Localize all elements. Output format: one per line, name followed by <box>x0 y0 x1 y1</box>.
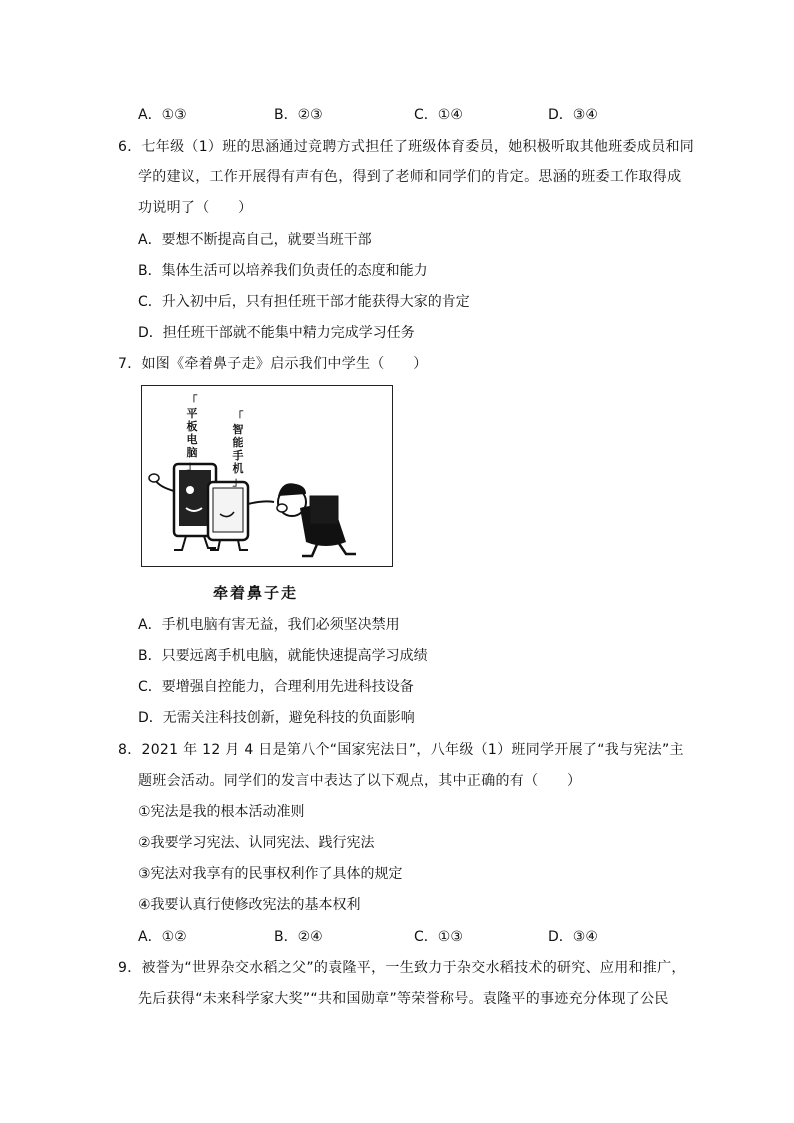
q5-option-a[interactable]: A．①③ <box>138 107 187 123</box>
q8-option-d[interactable]: D．③④ <box>548 929 598 945</box>
cartoon-figure <box>141 385 393 567</box>
q6-option-d[interactable]: D．担任班干部就不能集中精力完成学习任务 <box>138 325 415 341</box>
q8-option-c[interactable]: C．①③ <box>414 929 463 945</box>
q6-stem-line-2: 学的建议，工作开展得有声有色，得到了老师和同学们的肯定。思涵的班委工作取得成 <box>138 169 682 185</box>
q5-option-d[interactable]: D．③④ <box>548 107 598 123</box>
q8-stem-line-1: 8．2021 年 12 月 4 日是第八个“国家宪法日”，八年级（1）班同学开展了“我与宪法”主 <box>118 742 684 758</box>
q8-statement-3: ③宪法对我享有的民事权利作了具体的规定 <box>138 866 403 882</box>
q7-option-a[interactable]: A．手机电脑有害无益，我们必须坚决禁用 <box>138 617 400 633</box>
q8-options <box>138 926 698 946</box>
q6-stem-line-3: 功说明了（ ） <box>138 200 253 216</box>
q8-option-a[interactable]: A．①② <box>138 929 187 945</box>
q6-option-b[interactable]: B．集体生活可以培养我们负责任的态度和能力 <box>138 263 428 279</box>
label-tablet <box>186 394 198 472</box>
q9-stem-line-2: 先后获得“未来科学家大奖”“共和国勋章”等荣誉称号。袁隆平的事迹充分体现了公民 <box>138 991 669 1007</box>
q5-option-b[interactable]: B．②③ <box>274 107 323 123</box>
q7-option-d[interactable]: D．无需关注科技创新，避免科技的负面影响 <box>138 710 415 726</box>
q5-option-c[interactable]: C．①④ <box>414 107 463 123</box>
q8-statement-2: ②我要学习宪法、认同宪法、践行宪法 <box>138 835 375 851</box>
q6-option-a[interactable]: A．要想不断提高自己，就要当班干部 <box>138 232 372 248</box>
q8-statement-1: ①宪法是我的根本活动准则 <box>138 804 305 820</box>
q6-option-c[interactable]: C．升入初中后，只有担任班干部才能获得大家的肯定 <box>138 294 470 310</box>
q8-statement-4: ④我要认真行使修改宪法的基本权利 <box>138 897 361 913</box>
label-phone-text: 「 智 能 手 机 」 <box>232 410 244 488</box>
q7-stem: 7．如图《牵着鼻子走》启示我们中学生（ ） <box>118 356 428 372</box>
q8-stem-line-2: 题班会活动。同学们的发言中表达了以下观点，其中正确的有（ ） <box>138 773 582 789</box>
q8-option-b[interactable]: B．②④ <box>274 929 323 945</box>
label-phone <box>232 410 244 488</box>
cartoon-illustration <box>142 386 392 566</box>
q7-option-b[interactable]: B．只要远离手机电脑，就能快速提高学习成绩 <box>138 648 428 664</box>
q7-option-c[interactable]: C．要增强自控能力，合理利用先进科技设备 <box>138 679 414 695</box>
cartoon-caption: 牵着鼻子走 <box>213 584 299 602</box>
q9-stem-line-1: 9．被誉为“世界杂交水稻之父”的袁隆平，一生致力于杂交水稻技术的研究、应用和推广， <box>118 960 686 976</box>
label-tablet-text: 「 平 板 电 脑 」 <box>186 394 198 472</box>
q6-stem-line-1: 6．七年级（1）班的思涵通过竞聘方式担任了班级体育委员，她积极听取其他班委成员和同 <box>118 139 695 155</box>
q5-options <box>138 104 698 124</box>
